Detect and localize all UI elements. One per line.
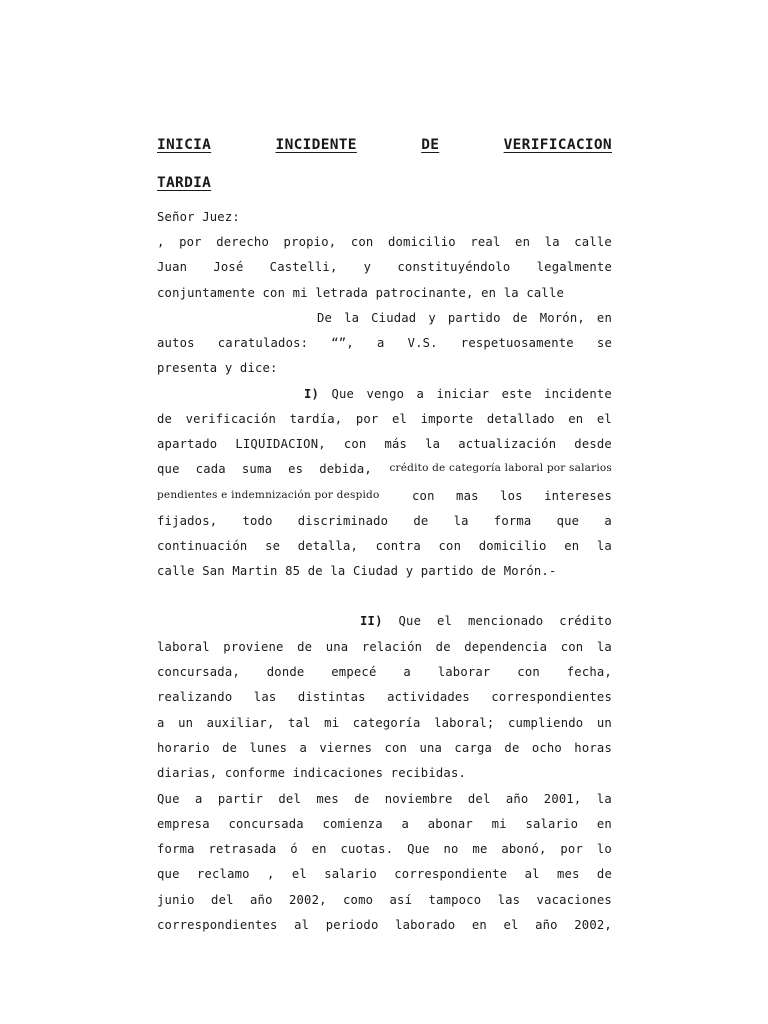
word: V.S. <box>407 336 438 350</box>
text-line <box>157 489 612 503</box>
word: tardía, <box>289 412 343 426</box>
word: con <box>343 437 367 451</box>
word: vacaciones <box>536 893 612 907</box>
word: con <box>412 489 435 503</box>
word: que <box>556 514 580 528</box>
word: 2002, <box>288 893 327 907</box>
word: en <box>596 311 612 325</box>
word: empecé <box>331 665 377 679</box>
word: a <box>604 514 612 528</box>
word: como <box>343 893 374 907</box>
word: junio <box>157 893 195 907</box>
word: fijados, <box>157 514 218 528</box>
word: derecho <box>216 235 269 249</box>
word: del <box>278 792 302 806</box>
document-title <box>157 137 612 153</box>
word: forma <box>157 842 195 856</box>
word: relación <box>361 640 423 654</box>
word: de <box>413 514 429 528</box>
word: laborado <box>395 918 456 932</box>
word: las <box>497 893 521 907</box>
word: mes <box>316 792 339 806</box>
word: proviene <box>223 640 284 654</box>
word: Que <box>157 792 180 806</box>
word: concursada <box>228 817 304 831</box>
word: a <box>299 741 308 755</box>
word: un <box>596 716 612 730</box>
word: caratulados: <box>217 336 309 350</box>
word: en <box>311 842 327 856</box>
word: DE <box>421 137 440 153</box>
text-line: conjuntamente con mi letrada patrocinante, en la calle <box>157 286 565 300</box>
word: por <box>560 842 584 856</box>
word: debida, <box>319 462 372 476</box>
word: importe <box>420 412 474 426</box>
word: calle <box>574 235 612 249</box>
word: laborar <box>437 665 491 679</box>
word: mi <box>324 716 340 730</box>
word: distintas <box>297 690 366 704</box>
paragraph-marker: I) <box>304 387 320 401</box>
text-line <box>157 690 612 704</box>
text-line <box>157 336 612 350</box>
word: a <box>401 817 410 831</box>
word: salario <box>324 867 377 881</box>
word: este <box>501 387 532 401</box>
word: en <box>596 817 612 831</box>
word: a <box>416 387 425 401</box>
word: la <box>596 539 612 553</box>
word: mencionado <box>467 614 544 628</box>
word: de <box>354 792 370 806</box>
word: de <box>504 741 520 755</box>
word: partido <box>447 311 501 325</box>
word: forma <box>493 514 532 528</box>
word: Ciudad <box>371 311 417 325</box>
word: empresa <box>157 817 210 831</box>
word: José <box>213 260 244 274</box>
text-line <box>157 792 612 806</box>
word: con <box>560 640 584 654</box>
word: cada <box>195 462 226 476</box>
word: la <box>344 311 360 325</box>
word: por <box>355 412 379 426</box>
word: es <box>288 462 304 476</box>
word: apartado <box>157 437 218 451</box>
text-line <box>157 437 612 451</box>
word: intereses <box>544 489 612 503</box>
word: que <box>157 867 180 881</box>
word: una <box>325 640 349 654</box>
word: a <box>194 792 203 806</box>
greeting: Señor Juez: <box>157 210 240 224</box>
word: vengo <box>366 387 405 401</box>
word: iniciar <box>436 387 490 401</box>
word: Que <box>331 387 355 401</box>
text-fragment: pendientes e indemnización por despido <box>157 489 380 501</box>
text-line <box>317 311 612 325</box>
word: un <box>178 716 194 730</box>
word: una <box>419 741 443 755</box>
word: ocho <box>531 741 562 755</box>
word: , <box>266 867 275 881</box>
word: domicilio <box>478 539 547 553</box>
word: cuotas. <box>340 842 394 856</box>
word: “”, <box>331 336 354 350</box>
word: el <box>291 867 307 881</box>
word: VERIFICACION <box>503 137 612 153</box>
word: y <box>428 311 436 325</box>
word: de <box>596 867 612 881</box>
word: de <box>297 640 313 654</box>
word: por <box>179 235 202 249</box>
text-line <box>157 412 612 426</box>
word: suma <box>241 462 273 476</box>
word: correspondientes <box>491 690 612 704</box>
word: viernes <box>319 741 373 755</box>
word: lo <box>596 842 612 856</box>
word: salario <box>525 817 579 831</box>
word: Juan <box>157 260 188 274</box>
word: con <box>517 665 540 679</box>
word: laboral <box>157 640 210 654</box>
word: Morón, <box>539 311 585 325</box>
word: lunes <box>249 741 288 755</box>
word: todo <box>242 514 273 528</box>
word: noviembre <box>384 792 453 806</box>
word: Que <box>398 614 422 628</box>
word: año <box>505 792 529 806</box>
word: crédito <box>559 614 612 628</box>
text-line <box>157 235 612 249</box>
word: comienza <box>322 817 383 831</box>
word: donde <box>266 665 305 679</box>
word: Que <box>407 842 430 856</box>
word: verificación <box>185 412 277 426</box>
word: a <box>157 716 165 730</box>
word: constituyéndolo <box>397 260 511 274</box>
word: continuación <box>157 539 248 553</box>
word: así <box>389 893 413 907</box>
text-line <box>157 665 612 679</box>
word: periodo <box>325 918 379 932</box>
word: domicilio <box>387 235 456 249</box>
text-line <box>157 716 612 730</box>
word: discriminado <box>297 514 389 528</box>
word: el <box>596 412 612 426</box>
word: mas <box>456 489 479 503</box>
word: detallado <box>486 412 555 426</box>
word: me <box>472 842 488 856</box>
word: fecha, <box>566 665 612 679</box>
word: respetuosamente <box>460 336 574 350</box>
word: mi <box>491 817 507 831</box>
word: con <box>384 741 408 755</box>
word: cumpliendo <box>507 716 584 730</box>
word: la <box>425 437 441 451</box>
word: propio, <box>283 235 337 249</box>
word: año <box>535 918 558 932</box>
word: de <box>157 412 173 426</box>
word: la <box>596 792 612 806</box>
word: en <box>471 918 487 932</box>
word: LIQUIDACION, <box>235 437 326 451</box>
text-line <box>157 893 612 907</box>
word: más <box>384 437 408 451</box>
word: legalmente <box>536 260 612 274</box>
word: retrasada <box>208 842 277 856</box>
word: mes <box>557 867 580 881</box>
word: tal <box>288 716 311 730</box>
word: desde <box>574 437 612 451</box>
text-line <box>157 867 612 881</box>
word: de <box>222 741 238 755</box>
word: año <box>250 893 273 907</box>
word: autos <box>157 336 195 350</box>
word: detalla, <box>297 539 359 553</box>
word: en <box>564 539 580 553</box>
text-fragment: crédito de categoría laboral por salarios <box>389 462 612 474</box>
text-line: calle San Martin 85 de la Ciudad y partido de Morón.- <box>157 564 557 578</box>
word: el <box>437 614 453 628</box>
word: contra <box>375 539 421 553</box>
word: al <box>294 918 310 932</box>
word: al <box>524 867 540 881</box>
document-title-line2: TARDIA <box>157 175 212 191</box>
text-line <box>157 462 612 476</box>
word: abonó, <box>501 842 547 856</box>
word: carga <box>454 741 493 755</box>
text-line <box>157 640 612 654</box>
word: del <box>211 893 234 907</box>
word: a <box>376 336 385 350</box>
word: el <box>503 918 519 932</box>
word: que <box>157 462 180 476</box>
word: actividades <box>387 690 470 704</box>
text-line: diarias, conforme indicaciones recibidas. <box>157 766 467 780</box>
text-line <box>157 842 612 856</box>
word: concursada, <box>157 665 240 679</box>
word: partir <box>217 792 264 806</box>
text-line <box>157 741 612 755</box>
text-line <box>157 539 612 553</box>
text-line <box>157 514 612 528</box>
word: INICIA <box>157 137 212 153</box>
word: abonar <box>427 817 473 831</box>
word: tampoco <box>428 893 482 907</box>
word: Castelli, <box>269 260 338 274</box>
word: INCIDENTE <box>275 137 357 153</box>
word: reclamo <box>196 867 250 881</box>
word: correspondientes <box>157 918 278 932</box>
word: en <box>515 235 531 249</box>
word: con <box>350 235 374 249</box>
word: horario <box>157 741 210 755</box>
word: de <box>435 640 451 654</box>
word: , <box>157 235 165 249</box>
word: incidente <box>544 387 612 401</box>
word: a <box>403 665 411 679</box>
word: la <box>544 235 560 249</box>
word: auxiliar, <box>206 716 275 730</box>
word: real <box>470 235 501 249</box>
word: realizando <box>157 690 233 704</box>
word: el <box>391 412 408 426</box>
word: la <box>596 640 612 654</box>
word: 2001, <box>543 792 582 806</box>
word: horas <box>574 741 612 755</box>
word: los <box>500 489 523 503</box>
word: se <box>596 336 612 350</box>
text-line <box>157 817 612 831</box>
word: De <box>317 311 333 325</box>
word: dependencia <box>464 640 548 654</box>
text-words <box>412 489 612 503</box>
word: actualización <box>458 437 557 451</box>
text-line <box>157 918 612 932</box>
paragraph-marker: II) <box>360 614 383 628</box>
word: y <box>363 260 372 274</box>
word: la <box>453 514 469 528</box>
text-line <box>157 260 612 274</box>
word: no <box>443 842 459 856</box>
word: las <box>253 690 277 704</box>
word: se <box>265 539 281 553</box>
word: del <box>467 792 491 806</box>
word: 2002, <box>574 918 612 932</box>
word: en <box>568 412 584 426</box>
word: correspondiente <box>394 867 508 881</box>
word: con <box>438 539 462 553</box>
word: ó <box>290 842 298 856</box>
word: categoría <box>352 716 421 730</box>
paragraph-1-start <box>304 387 612 401</box>
word: laboral; <box>434 716 495 730</box>
word: de <box>512 311 528 325</box>
text-line: presenta y dice: <box>157 361 278 375</box>
paragraph-2-start <box>360 614 612 628</box>
text-words <box>157 462 372 476</box>
